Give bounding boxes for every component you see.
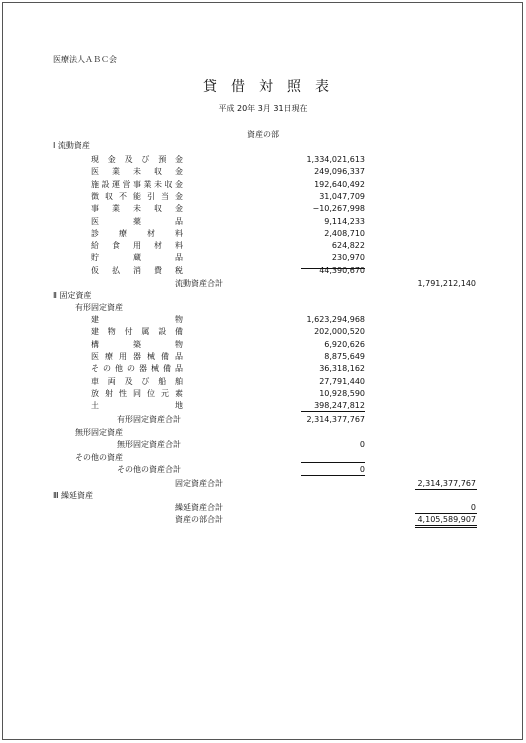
deferred-assets-total: 0: [470, 503, 476, 512]
line-item-label: 現金及び預金: [91, 155, 183, 164]
organization-name: 医療法人ＡＢＣ会: [53, 55, 117, 64]
fixed-total-rule: [415, 489, 477, 490]
line-item-amount: 27,791,440: [319, 376, 365, 386]
current-assets-total: 1,791,212,140: [417, 279, 476, 288]
line-item-label: 土地: [91, 401, 183, 411]
current-assets-heading: Ⅰ 流動資産: [53, 141, 90, 150]
tangible-total: 2,314,377,767: [306, 415, 365, 424]
deferred-assets-heading: Ⅲ 繰延資産: [53, 491, 94, 500]
line-item-amount: 202,000,520: [314, 327, 365, 337]
other-subtotal-rule-bottom: [301, 475, 365, 476]
line-item-amount: 9,114,233: [324, 216, 365, 226]
line-item-label: 施設運営事業未収金: [91, 179, 183, 189]
fixed-assets-total-label: 固定資産合計: [175, 479, 223, 488]
report-date: 平成 20年 3月 31日現在: [218, 104, 308, 113]
line-item-label: 仮払消費税: [91, 265, 183, 275]
line-item-label: 事業未収金: [91, 204, 183, 214]
line-item-amount: 8,875,649: [324, 351, 365, 361]
line-item-label: 医業未収金: [91, 167, 183, 177]
line-item-label: 貯蔵品: [91, 253, 183, 263]
line-item-amount: 192,640,492: [314, 179, 365, 189]
line-item-amount: 6,920,626: [324, 339, 365, 349]
line-item-amount: 1,334,021,613: [306, 155, 365, 164]
deferred-total-rule: [415, 513, 477, 514]
line-item-amount: −10,267,998: [312, 204, 365, 214]
line-item-label: 構築物: [91, 339, 183, 349]
assets-grand-total-label: 資産の部合計: [175, 515, 223, 524]
current-assets-total-label: 流動資産合計: [175, 279, 223, 288]
tangible-total-label: 有形固定資産合計: [117, 415, 181, 424]
document-page: [2, 2, 523, 740]
tangible-subtotal-rule: [301, 411, 365, 412]
grand-total-rule-2: [415, 527, 477, 528]
current-subtotal-rule: [301, 268, 365, 269]
line-item-amount: 31,047,709: [319, 191, 365, 201]
intangible-heading: 無形固定資産: [75, 428, 123, 437]
line-item-amount: 230,970: [331, 253, 365, 263]
line-item-label: 建物: [91, 315, 183, 324]
other-assets-total-label: その他の資産合計: [117, 465, 181, 474]
line-item-label: 放射性同位元素: [91, 388, 183, 398]
assets-grand-total: 4,105,589,907: [417, 515, 476, 524]
line-item-label: 徴収不能引当金: [91, 191, 183, 201]
section-title: 資産の部: [247, 130, 279, 139]
line-item-amount: 44,390,670: [319, 265, 365, 275]
line-item-amount: 2,408,710: [324, 228, 365, 238]
line-item-label: 医薬品: [91, 216, 183, 226]
deferred-assets-total-label: 繰延資産合計: [175, 503, 223, 512]
line-item-amount: 398,247,812: [314, 401, 365, 411]
line-item-label: 診療材料: [91, 228, 183, 238]
grand-total-rule-1: [415, 525, 477, 526]
line-item-amount: 36,318,162: [319, 364, 365, 374]
line-item-amount: 1,623,294,968: [306, 315, 365, 324]
tangible-heading: 有形固定資産: [75, 303, 123, 312]
fixed-assets-heading: Ⅱ 固定資産: [53, 291, 92, 300]
intangible-total-label: 無形固定資産合計: [117, 440, 181, 449]
other-subtotal-rule-top: [301, 462, 365, 463]
other-assets-heading: その他の資産: [75, 453, 123, 462]
line-item-label: 給食用材料: [91, 241, 183, 251]
document-title: 貸借対照表: [203, 79, 343, 95]
other-assets-total: 0: [359, 465, 365, 474]
line-item-label: その他の器械備品: [91, 364, 183, 374]
fixed-assets-total: 2,314,377,767: [417, 479, 476, 488]
line-item-amount: 10,928,590: [319, 388, 365, 398]
line-item-label: 建物付属設備: [91, 327, 183, 337]
line-item-amount: 249,096,337: [314, 167, 365, 177]
line-item-label: 車両及び船舶: [91, 376, 183, 386]
intangible-total: 0: [359, 440, 365, 449]
line-item-label: 医療用器械備品: [91, 351, 183, 361]
line-item-amount: 624,822: [331, 241, 365, 251]
